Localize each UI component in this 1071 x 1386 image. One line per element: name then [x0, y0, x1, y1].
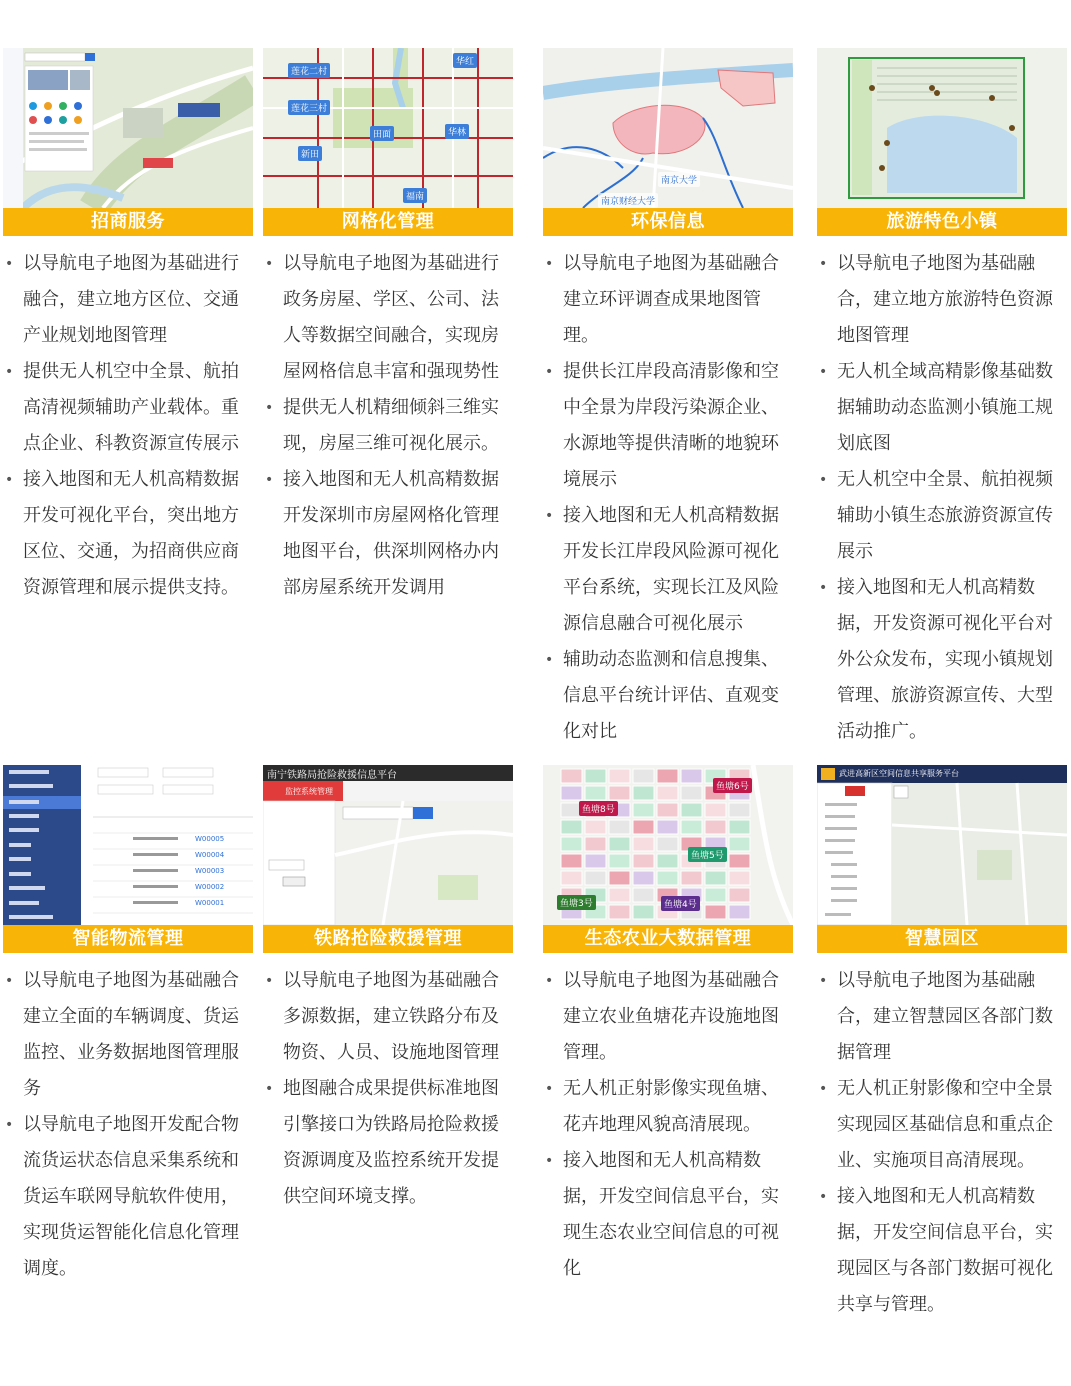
pond-cell: [585, 837, 606, 851]
bullet-item: • 提供无人机空中全景、航拍高清视频辅助产业载体。重点企业、科教资源宣传展示: [3, 354, 253, 462]
pond-cell: [585, 820, 606, 834]
bullet-list: [543, 963, 793, 1287]
order-id: W00004: [195, 851, 225, 859]
railway-app-screenshot: [263, 765, 513, 925]
tab-monitor-system[interactable]: 监控系统管理: [285, 787, 333, 796]
bullet-list: [3, 963, 253, 1287]
pond-cell: [633, 871, 654, 885]
bullet-list: [817, 963, 1067, 1323]
pond-cell: [585, 871, 606, 885]
pond-cell: [657, 769, 678, 783]
pond-label: 鱼塘8号: [579, 801, 618, 816]
pond-cell: [609, 871, 630, 885]
pond-cell: [657, 871, 678, 885]
app-title: 武进高新区空间信息共享服务平台: [839, 769, 959, 778]
tourism-map-graphic: [817, 48, 1067, 208]
pond-cell: [585, 854, 606, 868]
bullet-item: • 以导航电子地图为基础融合建立环评调查成果地图管理。: [543, 246, 793, 354]
card-grid-management: [263, 48, 513, 606]
pond-cell: [729, 888, 750, 902]
pond-cell: [657, 786, 678, 800]
bullet-item: • 接入地图和无人机高精数据开发长江岸段风险源可视化平台系统，实现长江及风险源信息融合可视化展示: [543, 498, 793, 642]
map-label: 华林: [445, 124, 469, 139]
card-title: 生态农业大数据管理: [543, 925, 793, 953]
grid-map-screenshot: [263, 48, 513, 208]
map-label: 莲花二村: [288, 63, 330, 78]
pond-cell: [585, 769, 606, 783]
bullet-item: • 辅助动态监测和信息搜集、信息平台统计评估、直观变化对比: [543, 642, 793, 750]
pond-cell: [681, 871, 702, 885]
bullet-item: • 接入地图和无人机高精数据开发可视化平台，突出地方区位、交通，为招商供应商资源管理和展示提供支持。: [3, 462, 253, 606]
pond-cell: [633, 854, 654, 868]
bullet-item: • 无人机空中全景、航拍视频辅助小镇生态旅游资源宣传展示: [817, 462, 1067, 570]
bullet-item: • 接入地图和无人机高精数据，开发空间信息平台，实现生态农业空间信息的可视化: [543, 1143, 793, 1287]
bullet-item: • 以导航电子地图为基础进行政务房屋、学区、公司、法人等数据空间融合，实现房屋网格信息丰富和强现势性: [263, 246, 513, 390]
order-id: W00002: [195, 883, 225, 891]
pond-cell: [609, 837, 630, 851]
pond-cell: [681, 786, 702, 800]
pond-cell: [633, 769, 654, 783]
bullet-item: • 提供长江岸段高清影像和空中全景为岸段污染源企业、水源地等提供清晰的地貌环境展示: [543, 354, 793, 498]
logistics-app-screenshot: [3, 765, 253, 925]
pond-cell: [561, 871, 582, 885]
pond-cell: [633, 905, 654, 919]
card-title: 招商服务: [3, 208, 253, 236]
pond-cell: [561, 854, 582, 868]
investment-map-graphic: [3, 48, 253, 208]
map-label: 南京财经大学: [598, 193, 658, 208]
pond-label: 鱼塘3号: [557, 895, 596, 910]
pond-cell: [705, 803, 726, 817]
pond-cell: [561, 769, 582, 783]
bullet-item: • 无人机全域高精影像基础数据辅助动态监测小镇施工规划底图: [817, 354, 1067, 462]
pond-cell: [729, 803, 750, 817]
pond-cell: [609, 905, 630, 919]
bullet-list: [543, 246, 793, 750]
card-smart-park: [817, 765, 1067, 1323]
smart-park-app-graphic: [817, 765, 1067, 925]
bullet-item: • 无人机正射影像实现鱼塘、花卉地理风貌高清展现。: [543, 1071, 793, 1143]
card-railway-rescue: [263, 765, 513, 1215]
pond-cell: [561, 786, 582, 800]
pond-cell: [633, 803, 654, 817]
bullet-item: • 接入地图和无人机高精数据，开发资源可视化平台对外公众发布，实现小镇规划管理、旅游资源宣传、大型活动推广。: [817, 570, 1067, 750]
card-title: 网格化管理: [263, 208, 513, 236]
map-label: 南京大学: [658, 172, 700, 187]
map-label: 福南: [403, 188, 427, 203]
pond-cell: [729, 837, 750, 851]
agriculture-map-screenshot: [543, 765, 793, 925]
bullet-item: • 接入地图和无人机高精数据开发深圳市房屋网格化管理地图平台，供深圳网格办内部房屋系统开发调用: [263, 462, 513, 606]
bullet-list: [3, 246, 253, 606]
card-logistics: [3, 765, 253, 1287]
pond-cell: [705, 871, 726, 885]
bullet-item: • 以导航电子地图为基础融合建立农业鱼塘花卉设施地图管理。: [543, 963, 793, 1071]
investment-map-screenshot: [3, 48, 253, 208]
card-investment: [3, 48, 253, 606]
pond-cell: [729, 820, 750, 834]
card-title: 智慧园区: [817, 925, 1067, 953]
card-environment: [543, 48, 793, 750]
bullet-item: • 无人机正射影像和空中全景实现园区基础信息和重点企业、实施项目高清展现。: [817, 1071, 1067, 1179]
card-title: 环保信息: [543, 208, 793, 236]
pond-cell: [681, 803, 702, 817]
pond-cell: [609, 820, 630, 834]
pond-cell: [561, 820, 582, 834]
bullet-list: [817, 246, 1067, 750]
tourism-map-screenshot: [817, 48, 1067, 208]
bullet-item: • 以导航电子地图开发配合物流货运状态信息采集系统和货运车联网导航软件使用，实现货运智能化信息化管理调度。: [3, 1107, 253, 1287]
pond-cell: [633, 786, 654, 800]
map-label: 莲花三村: [288, 100, 330, 115]
card-title: 智能物流管理: [3, 925, 253, 953]
pond-cell: [729, 905, 750, 919]
order-id: W00005: [195, 835, 225, 843]
pond-cell: [609, 888, 630, 902]
pond-cell: [729, 854, 750, 868]
pond-cell: [729, 871, 750, 885]
pond-cell: [657, 803, 678, 817]
app-title: 南宁铁路局抢险救援信息平台: [267, 770, 397, 781]
pond-cell: [705, 888, 726, 902]
pond-cell: [561, 837, 582, 851]
card-title: 旅游特色小镇: [817, 208, 1067, 236]
pond-cell: [657, 820, 678, 834]
pond-cell: [657, 854, 678, 868]
bullet-item: • 以导航电子地图为基础融合建立全面的车辆调度、货运监控、业务数据地图管理服务: [3, 963, 253, 1107]
bullet-item: • 以导航电子地图为基础融合，建立智慧园区各部门数据管理: [817, 963, 1067, 1071]
bullet-item: • 提供无人机精细倾斜三维实现，房屋三维可视化展示。: [263, 390, 513, 462]
pond-cell: [609, 854, 630, 868]
pond-cell: [657, 837, 678, 851]
pond-cell: [681, 769, 702, 783]
map-label: 华红: [453, 53, 477, 68]
pond-cell: [609, 769, 630, 783]
map-label: 田面: [370, 126, 394, 141]
pond-cell: [705, 820, 726, 834]
pond-cell: [633, 837, 654, 851]
pond-cell: [585, 786, 606, 800]
card-tourism-town: [817, 48, 1067, 750]
pond-cell: [633, 820, 654, 834]
pond-label: 鱼塘4号: [661, 896, 700, 911]
bullet-list: [263, 963, 513, 1215]
pond-cell: [609, 786, 630, 800]
map-label: 新田: [298, 146, 322, 161]
card-title: 铁路抢险救援管理: [263, 925, 513, 953]
bullet-item: • 以导航电子地图为基础融合多源数据，建立铁路分布及物资、人员、设施地图管理: [263, 963, 513, 1071]
bullet-item: • 接入地图和无人机高精数据，开发空间信息平台，实现园区与各部门数据可视化共享与管理。: [817, 1179, 1067, 1323]
environment-map-screenshot: [543, 48, 793, 208]
pond-cell: [705, 905, 726, 919]
card-eco-agriculture: [543, 765, 793, 1287]
bullet-item: • 地图融合成果提供标准地图引擎接口为铁路局抢险救援资源调度及监控系统开发提供空间环境支撑。: [263, 1071, 513, 1215]
order-id: W00001: [195, 899, 225, 907]
bullet-list: [263, 246, 513, 606]
pond-label: 鱼塘6号: [713, 778, 752, 793]
pond-label: 鱼塘5号: [688, 847, 727, 862]
bullet-item: • 以导航电子地图为基础进行融合，建立地方区位、交通产业规划地图管理: [3, 246, 253, 354]
bullet-item: • 以导航电子地图为基础融合，建立地方旅游特色资源地图管理: [817, 246, 1067, 354]
pond-cell: [681, 820, 702, 834]
order-id: W00003: [195, 867, 225, 875]
smart-park-app-screenshot: [817, 765, 1067, 925]
pond-cell: [633, 888, 654, 902]
